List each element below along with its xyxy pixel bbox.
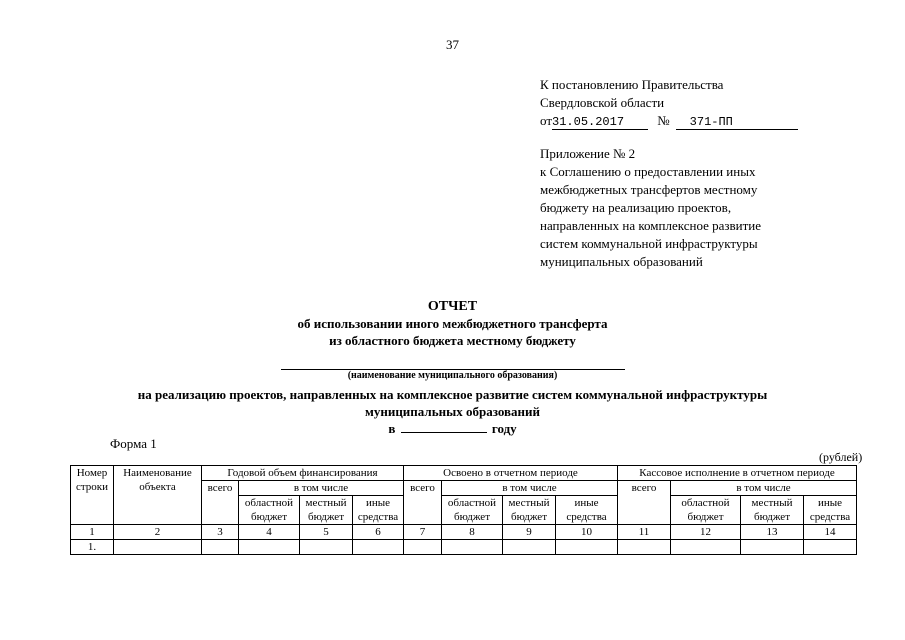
appendix-line: муниципальных образований: [540, 254, 703, 269]
decree-from-label: от: [540, 113, 553, 128]
column-number: 8: [442, 525, 503, 540]
appendix-line: систем коммунальной инфраструктуры: [540, 236, 758, 251]
municipality-caption: (наименование муниципального образования): [347, 370, 558, 381]
header-total: всего: [404, 481, 442, 525]
column-number: 14: [804, 525, 857, 540]
report-header: [0, 298, 905, 437]
data-cell[interactable]: [618, 540, 671, 555]
report-table: [70, 465, 857, 555]
column-number: 2: [114, 525, 202, 540]
header-other-funds: иные средства: [556, 496, 618, 525]
data-cell[interactable]: [353, 540, 404, 555]
appendix-block: [540, 145, 820, 271]
decree-number: 371-ПП: [676, 115, 798, 130]
decree-line-2: Свердловской области: [540, 95, 665, 110]
report-year-line: [0, 420, 905, 437]
data-cell[interactable]: [114, 540, 202, 555]
year-suffix: году: [491, 421, 517, 436]
data-cell[interactable]: [442, 540, 503, 555]
column-number: 10: [556, 525, 618, 540]
header-annual-financing: Годовой объем финансирования: [202, 466, 404, 481]
column-number: 3: [202, 525, 239, 540]
header-regional-budget: областной бюджет: [671, 496, 741, 525]
appendix-title: Приложение № 2: [540, 146, 636, 161]
report-subtitle-1: об использовании иного межбюджетного трансферта: [297, 316, 608, 331]
header-object-name: Наименование объекта: [114, 466, 202, 525]
table-header-row-1: [71, 466, 857, 481]
header-total: всего: [618, 481, 671, 525]
header-including: в том числе: [442, 481, 618, 496]
column-number: 11: [618, 525, 671, 540]
municipality-name-field[interactable]: [281, 355, 625, 370]
page-number: 37: [446, 37, 459, 52]
header-regional-budget: областной бюджет: [239, 496, 300, 525]
appendix-line: направленных на комплексное развитие: [540, 218, 762, 233]
header-cash-execution: Кассовое исполнение в отчетном периоде: [618, 466, 857, 481]
data-cell[interactable]: [300, 540, 353, 555]
column-number: 1: [71, 525, 114, 540]
form-label: Форма 1: [110, 436, 157, 451]
header-including: в том числе: [671, 481, 857, 496]
year-field[interactable]: [401, 420, 487, 433]
appendix-line: бюджету на реализацию проектов,: [540, 200, 732, 215]
header-local-budget: местный бюджет: [300, 496, 353, 525]
header-other-funds: иные средства: [353, 496, 404, 525]
column-number-row: [71, 525, 857, 540]
report-title: ОТЧЕТ: [427, 299, 478, 314]
decree-reference: [540, 76, 798, 130]
column-number: 4: [239, 525, 300, 540]
data-cell[interactable]: [404, 540, 442, 555]
data-cell[interactable]: [202, 540, 239, 555]
column-number: 9: [503, 525, 556, 540]
column-number: 6: [353, 525, 404, 540]
header-local-budget: местный бюджет: [741, 496, 804, 525]
data-cell[interactable]: [741, 540, 804, 555]
appendix-line: к Соглашению о предоставлении иных: [540, 164, 756, 179]
data-cell[interactable]: [671, 540, 741, 555]
table-row: [71, 540, 857, 555]
data-cell[interactable]: [804, 540, 857, 555]
appendix-line: межбюджетных трансфертов местному: [540, 182, 758, 197]
column-number: 7: [404, 525, 442, 540]
header-disbursed: Освоено в отчетном периоде: [404, 466, 618, 481]
decree-number-label: №: [657, 113, 670, 128]
header-regional-budget: областной бюджет: [442, 496, 503, 525]
data-cell[interactable]: [239, 540, 300, 555]
header-local-budget: местный бюджет: [503, 496, 556, 525]
row-number-cell[interactable]: 1.: [71, 540, 114, 555]
column-number: 5: [300, 525, 353, 540]
data-cell[interactable]: [503, 540, 556, 555]
decree-line-1: К постановлению Правительства: [540, 77, 724, 92]
decree-date-line: [540, 112, 798, 130]
header-total: всего: [202, 481, 239, 525]
year-prefix: в: [388, 421, 396, 436]
column-number: 13: [741, 525, 804, 540]
report-subtitle-2: из областного бюджета местному бюджету: [329, 333, 576, 348]
header-including: в том числе: [239, 481, 404, 496]
unit-label: (рублей): [819, 450, 863, 464]
data-cell[interactable]: [556, 540, 618, 555]
column-number: 12: [671, 525, 741, 540]
decree-date: 31.05.2017: [552, 115, 648, 130]
report-purpose-1: на реализацию проектов, направленных на комплексное развитие систем коммунальной инфраструктуры: [137, 387, 768, 402]
report-purpose-2: муниципальных образований: [364, 404, 541, 419]
header-row-number: Номер строки: [71, 466, 114, 525]
header-other-funds: иные средства: [804, 496, 857, 525]
